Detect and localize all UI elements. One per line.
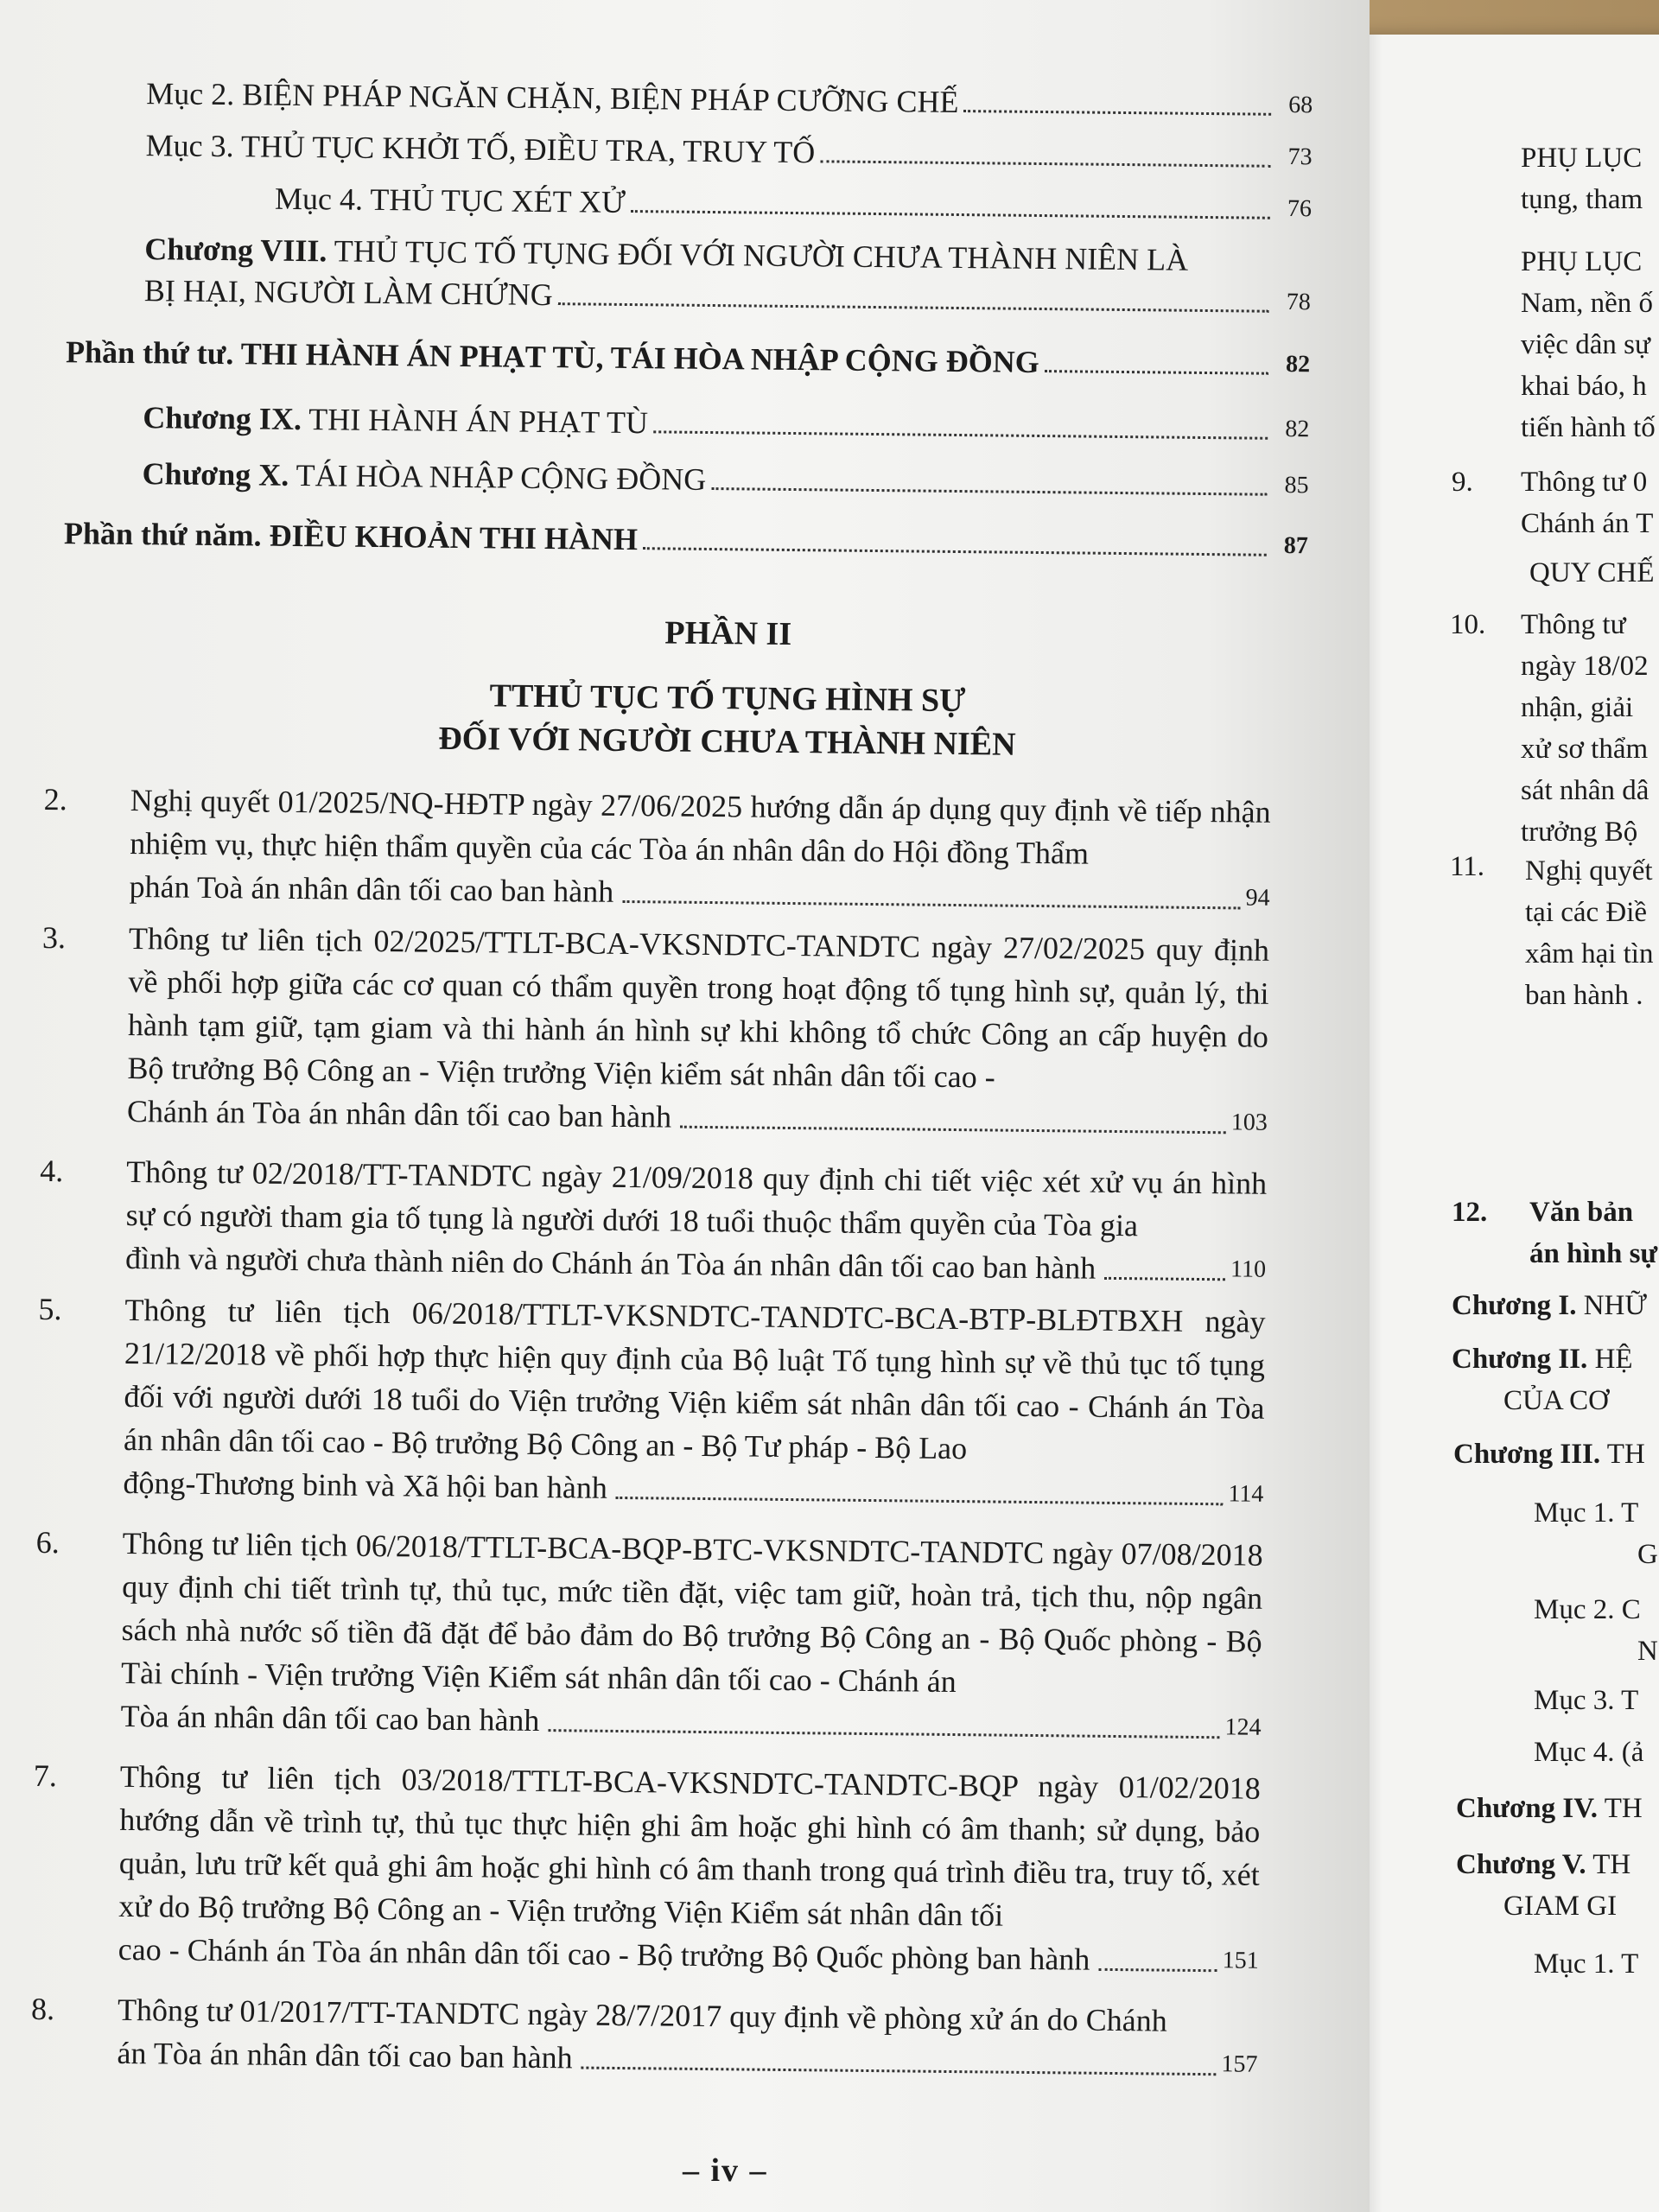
entry-text-last: phán Toà án nhân dân tối cao ban hành <box>129 868 614 909</box>
right-chapter: Chương II. <box>1452 1344 1588 1375</box>
entry-text-last: án Tòa án nhân dân tối cao ban hành <box>117 2035 573 2075</box>
entry-text-last: cao - Chánh án Tòa án nhân dân tối cao - Bộ trưởng Bộ Quốc phòng ban hành <box>118 1931 1090 1977</box>
section-part-label: PHẦN II <box>664 614 792 653</box>
right-line: tại các Điề <box>1525 897 1648 928</box>
entry-number: 7. <box>33 1758 58 1794</box>
entry-number: 8. <box>30 1991 55 2027</box>
right-line: ban hành . <box>1525 980 1643 1011</box>
entry-page-number: 94 <box>1245 884 1270 912</box>
entry-text: Thông tư liên tịch 06/2018/TTLT-VKSNDTC-TANDTC-BCA-BTP-BLĐTBXH ngày 21/12/2018 về phối hợp thực hiện quy định của Bộ luật Tố tụng hình sự về thủ tục tố tụng đối với người dưới 18 tuổi do Viện trưởng Viện kiểm sát nhân dân tối cao - Chánh án Tòa án nhân dân tối cao - Bộ trưởng Bộ Công an - Bộ Tư pháp - Bộ Lao <box>123 1292 1266 1466</box>
toc-chapter-prefix: Chương X. <box>142 456 289 493</box>
right-line: TH <box>1586 1849 1631 1880</box>
right-line: nhận, giải <box>1521 692 1634 723</box>
right-line: TH <box>1598 1793 1643 1824</box>
right-line: PHỤ LỤC <box>1521 246 1643 277</box>
toc-item <box>145 126 1312 176</box>
entry-text-last: động-Thương binh và Xã hội ban hành <box>123 1465 608 1505</box>
toc-item <box>64 514 1308 565</box>
entry-text: Thông tư liên tịch 06/2018/TTLT-BCA-BQP-BTC-VKSNDTC-TANDTC ngày 07/08/2018 quy định chi tiết trình tự, thủ tục, mức tiền đặt, việc tam giữ, hoàn trả, tịch thu, nộp ngân sách nhà nước số tiền đã đặt để bảo đảm do Bộ trưởng Bộ Công an - Bộ Quốc phòng - Bộ Tài chính - Viện trưởng Viện Kiểm sát nhân dân tối cao - Chánh án <box>120 1525 1263 1700</box>
page-folio: – iv – <box>683 2152 768 2189</box>
entry-page-number: 157 <box>1221 2050 1258 2078</box>
dot-leader <box>1104 1277 1225 1281</box>
entry-page-number: 110 <box>1230 1255 1267 1283</box>
right-line: Nghị quyết <box>1525 855 1653 887</box>
right-line: 9. <box>1452 467 1473 498</box>
right-line: NHỮ <box>1576 1290 1647 1321</box>
entry-text: Thông tư liên tịch 02/2025/TTLT-BCA-VKSNDTC-TANDTC ngày 27/02/2025 quy định về phối hợp giữa các cơ quan có thẩm quyền trong hoạt động tố tụng hình sự, quản lý, thi hành tạm giữ, tạm giam và thi hành án hình sự khi không tổ chức Công an cấp huyện do Bộ trưởng Bộ Công an - Viện trưởng Viện kiểm sát nhân dân tối cao - <box>127 920 1270 1095</box>
entry-number: 2. <box>43 781 67 817</box>
toc-title: BỊ HẠI, NGƯỜI LÀM CHỨNG <box>143 273 553 313</box>
right-line: tụng, tham <box>1521 184 1643 215</box>
right-line: Thông tư <box>1521 609 1626 640</box>
dot-leader <box>820 160 1270 167</box>
right-line: PHỤ LỤC <box>1521 143 1643 174</box>
right-line: Mục 1. T <box>1534 1497 1639 1529</box>
right-line: 11. <box>1450 851 1485 882</box>
entry-text-last: đình và người chưa thành niên do Chánh án Tòa án nhân dân tối cao ban hành <box>124 1240 1096 1286</box>
right-line: tiến hành tố <box>1521 412 1656 443</box>
dot-leader <box>653 430 1268 439</box>
document-entry <box>42 778 1313 920</box>
toc-title: Mục 3. THỦ TỤC KHỞI TỐ, ĐIỀU TRA, TRUY TỐ <box>145 128 816 170</box>
entry-text: Nghị quyết 01/2025/NQ-HĐTP ngày 27/06/2025 hướng dẫn áp dụng quy định về tiếp nhận nhiệm vụ, thực hiện thẩm quyền của các Tòa án nhân dân do Hội đồng Thẩm <box>129 782 1271 871</box>
toc-chapter-prefix: Chương IX. <box>143 400 302 437</box>
right-line: Văn bản <box>1529 1197 1634 1228</box>
entry-number: 4. <box>40 1153 64 1189</box>
toc-item <box>142 454 1308 505</box>
document-entry <box>32 1754 1305 1983</box>
entry-text: Thông tư 02/2018/TT-TANDTC ngày 21/09/2018 quy định chi tiết việc xét xử vụ án hình sự có người tham gia tố tụng là người dưới 18 tuổi thuộc thẩm quyền của Tòa gia <box>125 1154 1268 1243</box>
right-chapter: Chương III. <box>1453 1439 1601 1470</box>
document-entry <box>34 1521 1306 1750</box>
dot-leader <box>616 1497 1224 1505</box>
right-line: án hình sự <box>1529 1238 1658 1269</box>
document-entry <box>41 916 1313 1145</box>
toc-title: Mục 2. BIỆN PHÁP NGĂN CHẶN, BIỆN PHÁP CƯỠNG CHẾ <box>146 76 959 119</box>
dot-leader <box>711 487 1267 496</box>
dot-leader <box>622 900 1240 909</box>
right-line: xâm hại tìn <box>1525 938 1654 969</box>
right-chapter: Chương IV. <box>1456 1793 1599 1824</box>
toc-chapter-prefix: Chương VIII. <box>144 232 327 269</box>
dot-leader <box>680 1126 1226 1135</box>
section-title: ĐỐI VỚI NGƯỜI CHƯA THÀNH NIÊN <box>438 720 1016 763</box>
section-title: TTHỦ TỤC TỐ TỤNG HÌNH SỰ <box>489 677 966 720</box>
toc-page-number: 82 <box>1285 350 1311 378</box>
document-entry <box>30 1987 1301 2087</box>
entry-page-number: 114 <box>1228 1480 1264 1508</box>
toc-title: Mục 4. THỦ TỤC XÉT XỬ <box>274 181 626 219</box>
document-entry <box>36 1287 1309 1516</box>
right-line: Chánh án T <box>1521 508 1654 539</box>
right-line: việc dân sự <box>1521 329 1650 360</box>
toc-title: TÁI HÒA NHẬP CỘNG ĐỒNG <box>289 457 707 497</box>
right-line: G <box>1637 1539 1658 1570</box>
dot-leader <box>1045 370 1268 375</box>
right-line: xử sơ thẩm <box>1521 734 1649 765</box>
toc-page-number: 78 <box>1286 288 1311 316</box>
toc-page-number: 68 <box>1288 91 1313 119</box>
entry-page-number: 151 <box>1222 1947 1259 1974</box>
entry-page-number: 103 <box>1230 1109 1268 1136</box>
right-line: 10. <box>1450 609 1486 640</box>
dot-leader <box>643 547 1267 556</box>
right-line: Mục 2. C <box>1534 1594 1641 1625</box>
toc-page-number: 82 <box>1285 415 1310 443</box>
dot-leader <box>558 302 1269 313</box>
document-entry <box>39 1149 1310 1292</box>
right-line: TH <box>1600 1439 1645 1470</box>
toc-page-number: 76 <box>1287 194 1313 223</box>
right-line: Mục 3. T <box>1534 1685 1639 1716</box>
dot-leader <box>631 210 1270 219</box>
toc-item <box>66 333 1310 384</box>
right-line: sát nhân dâ <box>1521 775 1649 806</box>
dot-leader <box>582 2067 1217 2076</box>
right-line: Mục 4. (ả <box>1534 1737 1644 1768</box>
right-line: Nam, nền ố <box>1521 288 1654 319</box>
entry-page-number: 124 <box>1224 1713 1262 1741</box>
right-line: QUY CHẾ <box>1529 557 1655 588</box>
right-line: ngày 18/02 <box>1521 651 1649 682</box>
toc-page-number: 73 <box>1287 143 1313 171</box>
right-line: 12. <box>1452 1197 1488 1228</box>
toc-item <box>146 74 1313 124</box>
toc-page-number: 85 <box>1284 471 1309 499</box>
toc-title: THI HÀNH ÁN PHẠT TÙ <box>301 402 649 441</box>
right-line: GIAM GI <box>1503 1891 1618 1922</box>
entry-text: Thông tư 01/2017/TT-TANDTC ngày 28/7/2017 quy định về phòng xử án do Chánh <box>117 1992 1167 2038</box>
toc-page-number: 87 <box>1283 531 1309 560</box>
dot-leader <box>1098 1968 1217 1972</box>
right-line: Thông tư 0 <box>1521 467 1648 498</box>
toc-item <box>275 180 1312 229</box>
right-line: khai báo, h <box>1521 371 1647 402</box>
toc-item <box>143 398 1309 448</box>
right-line: Mục 1. T <box>1534 1948 1639 1980</box>
right-line: HỆ <box>1587 1344 1633 1375</box>
right-chapter: Chương I. <box>1452 1290 1577 1321</box>
entry-text-last: Tòa án nhân dân tối cao ban hành <box>120 1698 540 1738</box>
entry-text: Thông tư liên tịch 03/2018/TTLT-BCA-VKSNDTC-TANDTC-BQP ngày 01/02/2018 hướng dẫn về trình tự, thủ tục thực hiện ghi âm hoặc ghi hình có âm thanh; sử dụng, bảo quản, lưu trữ kết quả ghi âm hoặc ghi hình có âm thanh trong quá trình điều tra, truy tố, xét xử do Bộ trưởng Bộ Công an - Viện trưởng Viện Kiểm sát nhân dân tối <box>118 1758 1262 1933</box>
toc-item <box>144 271 1311 321</box>
entry-number: 5. <box>38 1291 62 1327</box>
right-line: trưởng Bộ <box>1521 817 1638 848</box>
page-content <box>29 35 1322 2190</box>
right-line: CỦA CƠ <box>1503 1385 1609 1416</box>
toc-title: Phần thứ tư. THI HÀNH ÁN PHẠT TÙ, TÁI HÒA NHẬP CỘNG ĐỒNG <box>65 334 1040 379</box>
entry-number: 3. <box>41 919 67 956</box>
right-chapter: Chương V. <box>1456 1849 1586 1880</box>
entry-text-last: Chánh án Tòa án nhân dân tối cao ban hành <box>126 1093 672 1135</box>
right-line: N <box>1637 1636 1658 1667</box>
adjacent-page <box>1348 35 1659 2212</box>
dot-leader <box>963 110 1271 116</box>
toc-title: Phần thứ năm. ĐIỀU KHOẢN THI HÀNH <box>63 516 639 557</box>
entry-number: 6. <box>35 1524 60 1560</box>
toc-title: THỦ TỤC TỐ TỤNG ĐỐI VỚI NGƯỜI CHƯA THÀNH NIÊN LÀ <box>327 233 1189 277</box>
dot-leader <box>548 1729 1219 1738</box>
